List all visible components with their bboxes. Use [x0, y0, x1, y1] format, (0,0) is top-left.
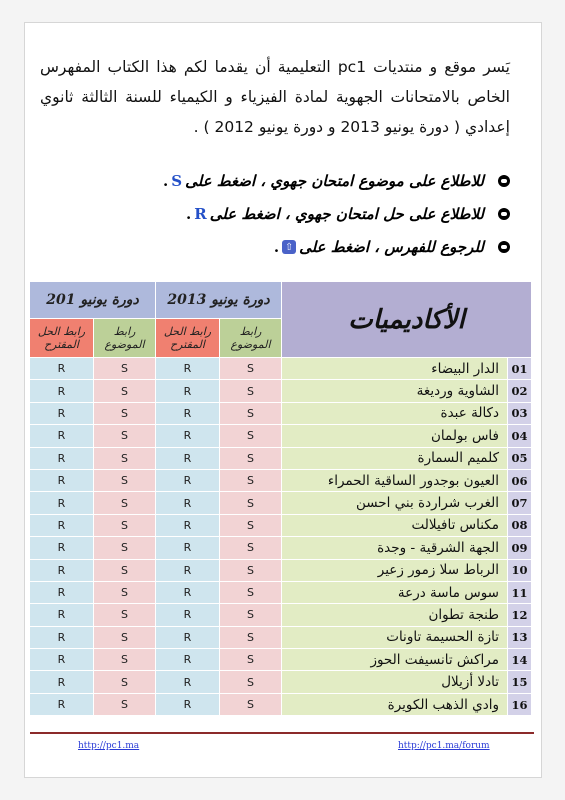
- site-link[interactable]: http://pc1.ma: [78, 741, 140, 751]
- topic-2012-link[interactable]: S: [94, 514, 156, 536]
- academy-name: تازة الحسيمة تاونات: [282, 626, 508, 648]
- bullet-icon: [498, 241, 510, 253]
- topic-2012-link[interactable]: S: [94, 469, 156, 491]
- instruction-topic: [163, 172, 510, 190]
- solution-2012-link[interactable]: R: [30, 581, 94, 603]
- academy-number: 01: [508, 358, 532, 380]
- table-row: [30, 559, 532, 581]
- solution-2013-link[interactable]: R: [156, 537, 220, 559]
- topic-2012-link[interactable]: S: [94, 402, 156, 424]
- academy-name: العيون بوجدور الساقية الحمراء: [282, 469, 508, 491]
- topic-2013-link[interactable]: S: [220, 559, 282, 581]
- solution-2012-link[interactable]: R: [30, 649, 94, 671]
- solution-2012-link[interactable]: R: [30, 671, 94, 693]
- academy-number: 11: [508, 581, 532, 603]
- academy-number: 09: [508, 537, 532, 559]
- table-row: [30, 402, 532, 424]
- solution-2013-link[interactable]: R: [156, 358, 220, 380]
- col-solution-2012: رابط الحل المقترح: [30, 319, 94, 358]
- academy-name: دكالة عبدة: [282, 402, 508, 424]
- academy-name: الدار البيضاء: [282, 358, 508, 380]
- solution-2013-link[interactable]: R: [156, 671, 220, 693]
- instruction-home: [274, 238, 510, 256]
- solution-2013-link[interactable]: R: [156, 447, 220, 469]
- academy-number: 15: [508, 671, 532, 693]
- solution-2013-link[interactable]: R: [156, 649, 220, 671]
- academy-number: 16: [508, 693, 532, 715]
- academy-number: 02: [508, 380, 532, 402]
- topic-2013-link[interactable]: S: [220, 537, 282, 559]
- bullet-icon: [498, 175, 510, 187]
- table-row: [30, 626, 532, 648]
- solution-2012-link[interactable]: R: [30, 425, 94, 447]
- solution-2012-link[interactable]: R: [30, 604, 94, 626]
- solution-key-link[interactable]: R: [194, 205, 207, 223]
- topic-2012-link[interactable]: S: [94, 581, 156, 603]
- bullet-icon: [498, 208, 510, 220]
- topic-2012-link[interactable]: S: [94, 537, 156, 559]
- solution-2012-link[interactable]: R: [30, 514, 94, 536]
- solution-2013-link[interactable]: R: [156, 581, 220, 603]
- topic-2013-link[interactable]: S: [220, 380, 282, 402]
- solution-2013-link[interactable]: R: [156, 402, 220, 424]
- table-row: [30, 492, 532, 514]
- solution-2012-link[interactable]: R: [30, 380, 94, 402]
- year-2013-header: دورة يونيو 2013: [156, 282, 282, 319]
- topic-2013-link[interactable]: S: [220, 649, 282, 671]
- table-row: [30, 469, 532, 491]
- academy-name: الغرب شراردة بني احسن: [282, 492, 508, 514]
- col-topic-2013: رابط الموضوع: [220, 319, 282, 358]
- instruction-solution-end: .: [186, 205, 192, 223]
- solution-2013-link[interactable]: R: [156, 559, 220, 581]
- topic-key-link[interactable]: S: [171, 172, 183, 190]
- topic-2012-link[interactable]: S: [94, 447, 156, 469]
- topic-2013-link[interactable]: S: [220, 626, 282, 648]
- academy-name: وادي الذهب الكويرة: [282, 693, 508, 715]
- solution-2012-link[interactable]: R: [30, 447, 94, 469]
- academy-number: 05: [508, 447, 532, 469]
- table-row: [30, 649, 532, 671]
- solution-2012-link[interactable]: R: [30, 358, 94, 380]
- instruction-topic-text: للاطلاع على موضوع امتحان جهوي ، اضغط على: [185, 172, 484, 190]
- academy-number: 14: [508, 649, 532, 671]
- academy-number: 13: [508, 626, 532, 648]
- topic-2012-link[interactable]: S: [94, 358, 156, 380]
- academy-name: الجهة الشرقية - وجدة: [282, 537, 508, 559]
- topic-2013-link[interactable]: S: [220, 581, 282, 603]
- intro-paragraph: يَسر موقع و منتديات pc1 التعليمية أن يقدما لكم هذا الكتاب المفهرس الخاص بالامتحانات الجهوية لمادة الفيزياء و الكيمياء للسنة الثالثة ثانوي إعدادي ( دورة يونيو 2013 و دورة يونيو 2012 ) .: [40, 58, 510, 136]
- solution-2012-link[interactable]: R: [30, 693, 94, 715]
- solution-2013-link[interactable]: R: [156, 604, 220, 626]
- topic-2012-link[interactable]: S: [94, 559, 156, 581]
- col-solution-2013: رابط الحل المقترح: [156, 319, 220, 358]
- table-row: [30, 581, 532, 603]
- solution-2013-link[interactable]: R: [156, 425, 220, 447]
- instruction-topic-end: .: [163, 172, 169, 190]
- year-2012-header: دورة يونيو 201: [30, 282, 156, 319]
- table-row: [30, 693, 532, 715]
- topic-2013-link[interactable]: S: [220, 447, 282, 469]
- instruction-solution-text: للاطلاع على حل امتحان جهوي ، اضغط على: [209, 205, 484, 223]
- topic-2013-link[interactable]: S: [220, 402, 282, 424]
- instruction-home-text: للرجوع للفهرس ، اضغط على: [299, 238, 484, 256]
- col-topic-2012: رابط الموضوع: [94, 319, 156, 358]
- table-row: [30, 425, 532, 447]
- topic-2012-link[interactable]: S: [94, 649, 156, 671]
- topic-2013-link[interactable]: S: [220, 671, 282, 693]
- topic-2012-link[interactable]: S: [94, 604, 156, 626]
- table-row: [30, 514, 532, 536]
- solution-2012-link[interactable]: R: [30, 492, 94, 514]
- solution-2012-link[interactable]: R: [30, 469, 94, 491]
- academy-name: مراكش تانسيفت الحوز: [282, 649, 508, 671]
- academy-name: مكناس تافيلالت: [282, 514, 508, 536]
- instruction-home-end: .: [273, 238, 280, 256]
- instruction-solution: [186, 205, 510, 223]
- table-row: [30, 380, 532, 402]
- academy-number: 12: [508, 604, 532, 626]
- topic-2012-link[interactable]: S: [94, 492, 156, 514]
- academy-name: طنجة تطوان: [282, 604, 508, 626]
- solution-2013-link[interactable]: R: [156, 469, 220, 491]
- topic-2013-link[interactable]: S: [220, 604, 282, 626]
- forum-link[interactable]: http://pc1.ma/forum: [398, 741, 490, 751]
- academy-name: سوس ماسة درعة: [282, 581, 508, 603]
- academy-number: 04: [508, 425, 532, 447]
- table-row: [30, 447, 532, 469]
- solution-2013-link[interactable]: R: [156, 693, 220, 715]
- academy-number: 07: [508, 492, 532, 514]
- academy-name: الرباط سلا زمور زعير: [282, 559, 508, 581]
- solution-2012-link[interactable]: R: [30, 626, 94, 648]
- solution-2013-link[interactable]: R: [156, 626, 220, 648]
- topic-2012-link[interactable]: S: [94, 380, 156, 402]
- solution-2013-link[interactable]: R: [156, 492, 220, 514]
- academy-number: 03: [508, 402, 532, 424]
- table-row: [30, 671, 532, 693]
- solution-2012-link[interactable]: R: [30, 537, 94, 559]
- topic-2013-link[interactable]: S: [220, 693, 282, 715]
- topic-2013-link[interactable]: S: [220, 514, 282, 536]
- topic-2013-link[interactable]: S: [220, 425, 282, 447]
- solution-2013-link[interactable]: R: [156, 380, 220, 402]
- academy-name: فاس بولمان: [282, 425, 508, 447]
- topic-2012-link[interactable]: S: [94, 425, 156, 447]
- academy-number: 08: [508, 514, 532, 536]
- academy-name: تادلا أزيلال: [282, 671, 508, 693]
- topic-2012-link[interactable]: S: [94, 693, 156, 715]
- topic-2013-link[interactable]: S: [220, 358, 282, 380]
- solution-2012-link[interactable]: R: [30, 559, 94, 581]
- footer-divider: [30, 732, 534, 734]
- topic-2013-link[interactable]: S: [220, 492, 282, 514]
- academy-number: 06: [508, 469, 532, 491]
- academies-table: [29, 281, 532, 716]
- academy-number: 10: [508, 559, 532, 581]
- academy-name: الشاوية ورديغة: [282, 380, 508, 402]
- table-row: [30, 358, 532, 380]
- topic-2013-link[interactable]: S: [220, 469, 282, 491]
- table-row: [30, 537, 532, 559]
- solution-2012-link[interactable]: R: [30, 402, 94, 424]
- home-arrow-icon[interactable]: ⇧: [282, 240, 296, 254]
- academies-header: الأكاديميات: [282, 282, 532, 358]
- table-row: [30, 604, 532, 626]
- topic-2012-link[interactable]: S: [94, 626, 156, 648]
- solution-2013-link[interactable]: R: [156, 514, 220, 536]
- topic-2012-link[interactable]: S: [94, 671, 156, 693]
- academy-name: كلميم السمارة: [282, 447, 508, 469]
